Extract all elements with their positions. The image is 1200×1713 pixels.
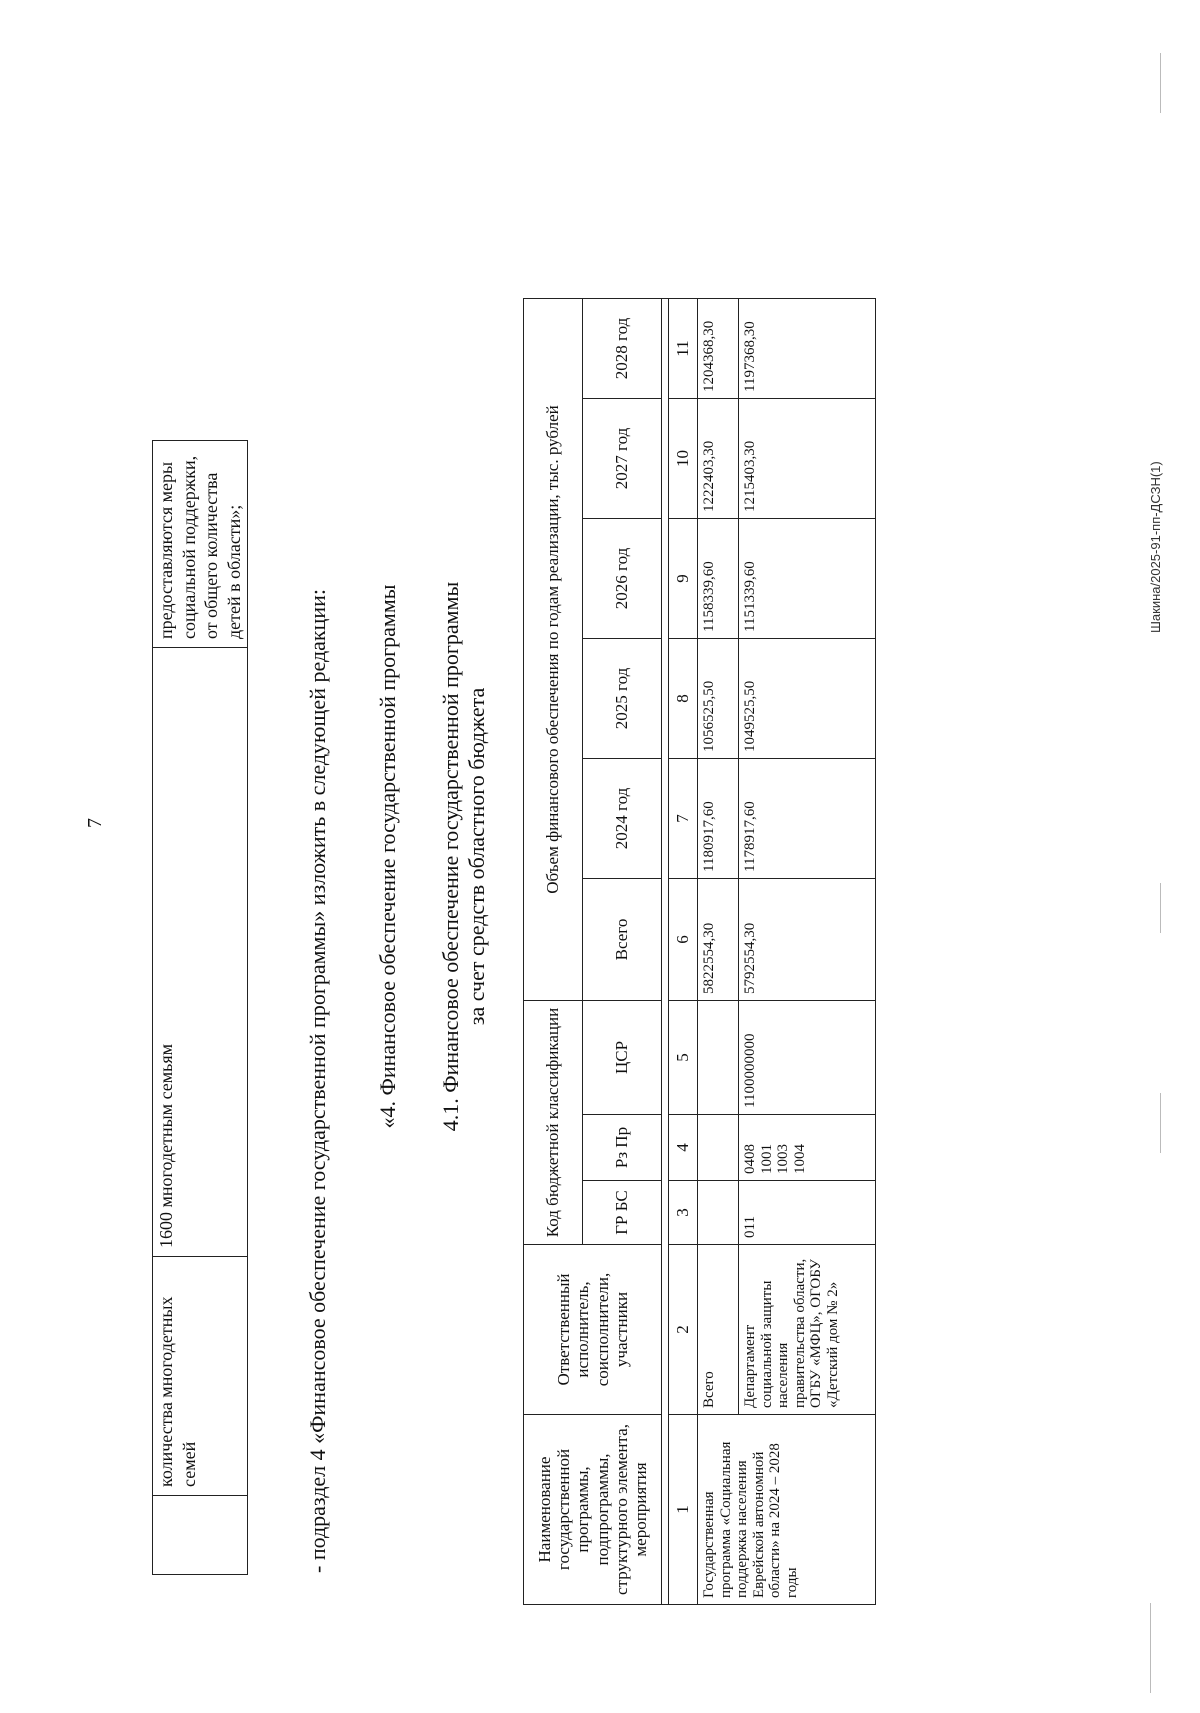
row-2028: 1197368,30: [739, 299, 876, 399]
table-row: [739, 299, 876, 1605]
amendment-note: - подраздел 4 «Финансовое обеспечение государственной программы» изложить в следующей редакции:: [305, 588, 330, 1573]
col-num-6: 6: [669, 879, 698, 1001]
col-num-3: 3: [669, 1181, 698, 1245]
col-num-11: 11: [669, 299, 698, 399]
table-header-row: [524, 299, 583, 1605]
row-executor: Всего: [698, 1245, 739, 1415]
header-volume-group: Объем финансового обеспечения по годам реализации, тыс. рублей: [524, 299, 583, 1001]
indicator-label: количества многодетных семей: [153, 1257, 248, 1496]
section-heading: «4. Финансовое обеспечение государственной программы: [375, 584, 400, 1129]
indicator-row: [153, 441, 248, 1575]
row-executor: Департамент социальной защиты населения правительства области, ОГБУ «МФЦ», ОГОБУ «Детский дом № 2»: [739, 1245, 876, 1415]
header-2027: 2027 год: [583, 399, 662, 519]
header-separator: [662, 299, 669, 1605]
row-csr: [698, 1001, 739, 1115]
row-2025: 1056525,50: [698, 639, 739, 759]
col-num-1: 1: [669, 1415, 698, 1605]
separator-cell: [662, 299, 669, 1605]
subsection-heading: [438, 0, 491, 1713]
subsection-heading-line2: за счет средств областного бюджета: [464, 687, 490, 1026]
subsection-heading-line1: 4.1. Финансовое обеспечение государственной программы: [438, 581, 463, 1132]
scan-mark: [1160, 1093, 1161, 1153]
row-csr: 1100000000: [739, 1001, 876, 1115]
indicator-value: 1600 многодетным семьям: [153, 648, 248, 1257]
header-rzpr: Рз Пр: [583, 1115, 662, 1181]
header-code-group: Код бюджетной классификации: [524, 1001, 583, 1245]
scan-mark: [1160, 53, 1161, 113]
column-number-row: [669, 299, 698, 1605]
row-2026: 1151339,60: [739, 519, 876, 639]
row-2024: 1180917,60: [698, 759, 739, 879]
col-num-4: 4: [669, 1115, 698, 1181]
header-csr: ЦСР: [583, 1001, 662, 1115]
header-2028: 2028 год: [583, 299, 662, 399]
col-num-7: 7: [669, 759, 698, 879]
scan-mark: [1150, 1603, 1151, 1693]
financing-table: [523, 298, 876, 1605]
row-grbs: [698, 1181, 739, 1245]
page-number: 7: [84, 818, 106, 828]
row-2024: 1178917,60: [739, 759, 876, 879]
program-name: Государственная программа «Социальная поддержка населения Еврейской автономной области» на 2024 – 2028 годы: [698, 1415, 876, 1605]
col-num-5: 5: [669, 1001, 698, 1115]
row-total: 5792554,30: [739, 879, 876, 1001]
col-num-9: 9: [669, 519, 698, 639]
col-num-2: 2: [669, 1245, 698, 1415]
row-grbs: 011: [739, 1181, 876, 1245]
col-num-8: 8: [669, 639, 698, 759]
row-rzpr: 0408 1001 1003 1004: [739, 1115, 876, 1181]
header-2026: 2026 год: [583, 519, 662, 639]
header-executor: Ответственный исполнитель, соисполнители, участники: [524, 1245, 662, 1415]
indicator-table: [152, 440, 248, 1575]
row-2025: 1049525,50: [739, 639, 876, 759]
scan-mark: [1160, 883, 1161, 933]
header-2025: 2025 год: [583, 639, 662, 759]
row-2026: 1158339,60: [698, 519, 739, 639]
blank-cell: [153, 1496, 248, 1575]
row-2027: 1222403,30: [698, 399, 739, 519]
header-2024: 2024 год: [583, 759, 662, 879]
row-rzpr: [698, 1115, 739, 1181]
col-num-10: 10: [669, 399, 698, 519]
indicator-description: предоставляются меры социальной поддержки, от общего количества детей в области»;: [153, 441, 248, 648]
header-grbs: ГР БС: [583, 1181, 662, 1245]
row-total: 5822554,30: [698, 879, 739, 1001]
row-2027: 1215403,30: [739, 399, 876, 519]
table-row: [698, 299, 739, 1605]
document-code: Шакина/2025-91-пп-ДСЗН(1): [1148, 461, 1163, 633]
header-name: Наименование государственной программы, подпрограммы, структурного элемента, мероприятия: [524, 1415, 662, 1605]
row-2028: 1204368,30: [698, 299, 739, 399]
header-total: Всего: [583, 879, 662, 1001]
